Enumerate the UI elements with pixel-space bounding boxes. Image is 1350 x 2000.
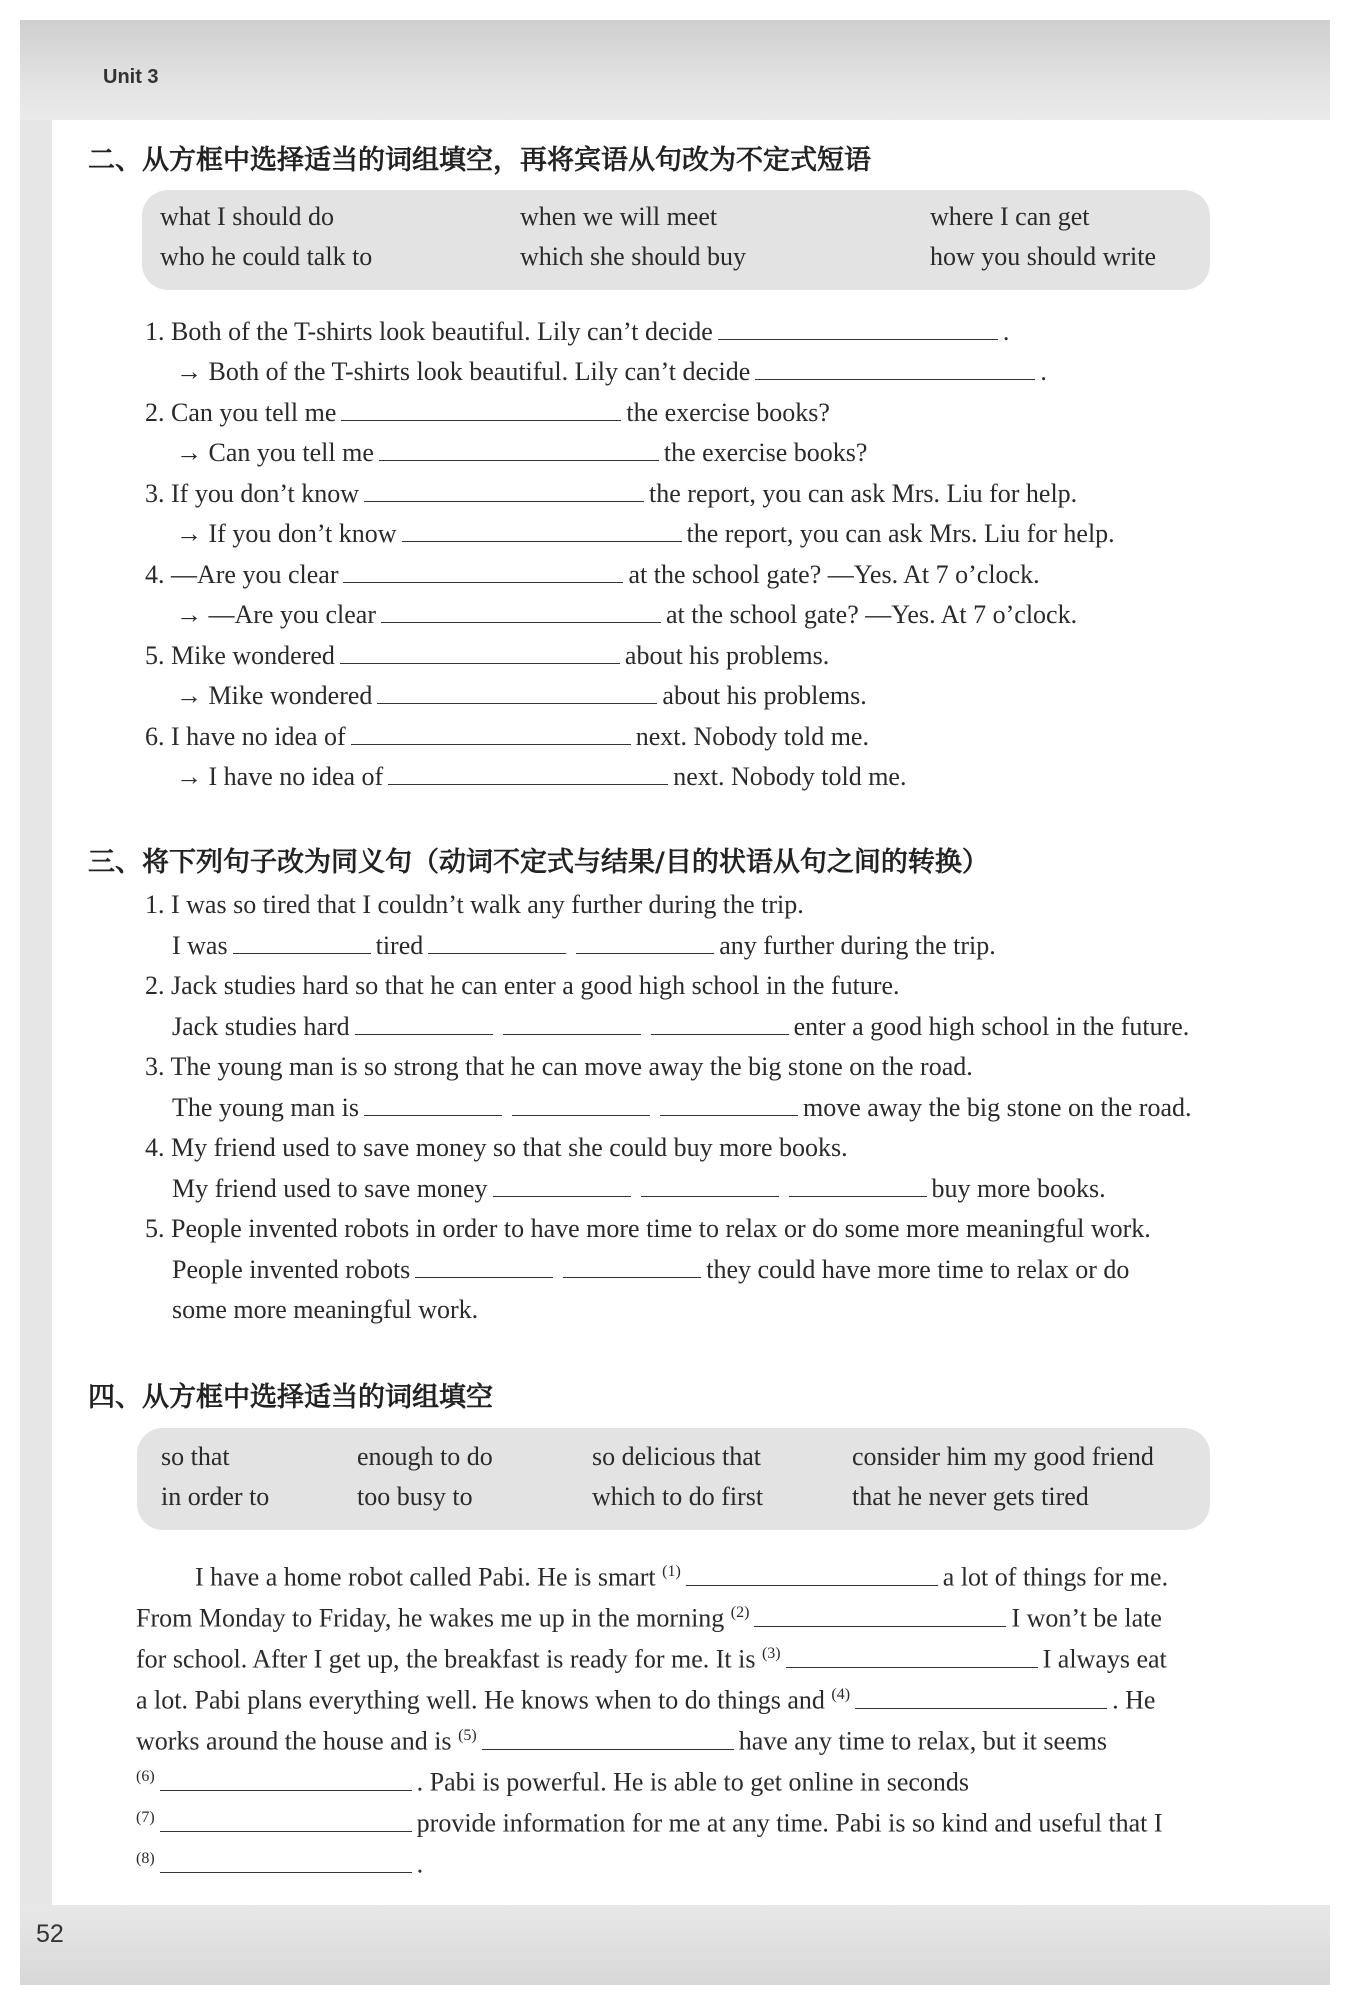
word-option: so delicious that <box>592 1442 761 1471</box>
question-text: the exercise books? <box>626 398 830 427</box>
exercise-line <box>176 598 1077 632</box>
answer-blank[interactable] <box>718 315 998 340</box>
exercise-line <box>176 436 867 470</box>
question-text: next. Nobody told me. <box>635 722 869 751</box>
rewrite-text: → —Are you clear <box>176 600 376 629</box>
question-text: about his problems. <box>624 641 830 670</box>
answer-blank[interactable] <box>343 558 623 583</box>
answer-blank[interactable] <box>379 436 659 461</box>
rewrite-text: about his problems. <box>662 681 867 710</box>
question-text: the report, you can ask Mrs. Liu for help. <box>649 479 1078 508</box>
word-option: where I can get <box>930 202 1090 231</box>
answer-blank[interactable] <box>686 1561 938 1586</box>
rewrite-text: tired <box>375 931 424 960</box>
passage-text: works around the house and is <box>136 1726 452 1756</box>
passage-text: a lot of things for me. <box>942 1562 1169 1592</box>
passage-line <box>195 1555 1169 1592</box>
answer-blank[interactable] <box>364 1091 502 1116</box>
answer-blank[interactable] <box>355 1010 493 1035</box>
rewrite-text: I was <box>172 931 228 960</box>
word-option: which she should buy <box>520 242 747 271</box>
rewrite-text: enter a good high school in the future. <box>793 1012 1190 1041</box>
answer-blank[interactable] <box>381 598 661 623</box>
rewrite-text: the exercise books? <box>663 438 868 467</box>
question-text: 3. If you don’t know <box>145 479 360 508</box>
header-band <box>20 20 1330 120</box>
rewrite-text: move away the big stone on the road. <box>803 1093 1192 1122</box>
rewrite-line <box>172 1010 1189 1044</box>
exercise-line <box>145 477 1077 511</box>
exercise-line <box>145 315 1009 349</box>
word-option: enough to do <box>357 1442 493 1471</box>
question-text: 2. Can you tell me <box>145 398 337 427</box>
page-number: 52 <box>36 1920 64 1948</box>
unit-label: Unit 3 <box>103 66 159 88</box>
answer-blank[interactable] <box>160 1848 412 1873</box>
rewrite-line <box>172 1253 1129 1287</box>
rewrite-line <box>172 1091 1191 1125</box>
answer-blank[interactable] <box>754 1602 1006 1627</box>
question-text: 1. Both of the T-shirts look beautiful. Lily can’t decide <box>145 317 713 346</box>
question-text: 4. —Are you clear <box>145 560 339 589</box>
blank-number: (4) <box>831 1686 851 1703</box>
word-option: consider him my good friend <box>852 1442 1154 1471</box>
answer-blank[interactable] <box>576 929 714 954</box>
passage-text: . Pabi is powerful. He is able to get online in seconds <box>416 1767 970 1797</box>
passage-line <box>136 1596 1162 1633</box>
section4-word-box <box>137 1428 1210 1530</box>
passage-text: have any time to relax, but it seems <box>738 1726 1107 1756</box>
blank-number: (7) <box>136 1809 155 1826</box>
answer-blank[interactable] <box>660 1091 798 1116</box>
passage-text: I have a home robot called Pabi. He is smart <box>195 1562 656 1592</box>
passage-text: provide information for me at any time. Pabi is so kind and useful that I <box>416 1808 1163 1838</box>
answer-blank[interactable] <box>755 355 1035 380</box>
rewrite-text: the report, you can ask Mrs. Liu for help. <box>686 519 1115 548</box>
passage-text: I always eat <box>1042 1644 1167 1674</box>
answer-blank[interactable] <box>641 1172 779 1197</box>
exercise-line <box>145 639 829 673</box>
word-option: how you should write <box>930 242 1157 271</box>
rewrite-text: next. Nobody told me. <box>673 762 907 791</box>
rewrite-text: → If you don’t know <box>176 519 397 548</box>
blank-number: (8) <box>136 1850 155 1867</box>
blank-number: (3) <box>761 1645 781 1662</box>
exercise-line <box>145 558 1040 592</box>
answer-blank[interactable] <box>388 760 668 785</box>
rewrite-text: → I have no idea of <box>176 762 384 791</box>
answer-blank[interactable] <box>651 1010 789 1035</box>
question-text: at the school gate? —Yes. At 7 o’clock. <box>628 560 1040 589</box>
answer-blank[interactable] <box>402 517 682 542</box>
section2-word-box <box>142 190 1210 290</box>
answer-blank[interactable] <box>415 1253 553 1278</box>
answer-blank[interactable] <box>341 396 621 421</box>
original-sentence: 3. The young man is so strong that he can move away the big stone on the road. <box>145 1052 973 1081</box>
rewrite-line <box>172 1172 1106 1206</box>
rewrite-text: . <box>1040 357 1047 386</box>
blank-number: (5) <box>458 1727 477 1744</box>
word-option: that he never gets tired <box>852 1482 1089 1511</box>
passage-line <box>136 1801 1163 1838</box>
answer-blank[interactable] <box>233 929 371 954</box>
passage-text: . <box>416 1849 424 1879</box>
exercise-line <box>176 679 867 713</box>
answer-blank[interactable] <box>789 1172 927 1197</box>
exercise-line <box>176 760 906 794</box>
word-option: in order to <box>161 1482 270 1511</box>
word-option: too busy to <box>357 1482 473 1511</box>
rewrite-text: → Both of the T-shirts look beautiful. Lily can’t decide <box>176 357 751 386</box>
section2-heading: 二、从方框中选择适当的词组填空，再将宾语从句改为不定式短语 <box>88 145 871 176</box>
blank-number: (1) <box>662 1563 681 1580</box>
answer-blank[interactable] <box>351 720 631 745</box>
passage-line <box>136 1760 970 1797</box>
answer-blank[interactable] <box>786 1643 1038 1668</box>
margin-strip <box>20 120 52 1905</box>
question-text: 6. I have no idea of <box>145 722 346 751</box>
exercise-line <box>145 396 830 430</box>
exercise-line <box>145 720 869 754</box>
passage-text: for school. After I get up, the breakfast is ready for me. It is <box>136 1644 756 1674</box>
word-option: which to do first <box>592 1482 764 1511</box>
question-text: . <box>1002 317 1010 346</box>
passage-text: From Monday to Friday, he wakes me up in the morning <box>136 1603 725 1633</box>
rewrite-text: The young man is <box>172 1093 360 1122</box>
answer-blank[interactable] <box>563 1253 701 1278</box>
rewrite-text: buy more books. <box>931 1174 1106 1203</box>
word-option: when we will meet <box>520 202 718 231</box>
rewrite-text: My friend used to save money <box>172 1174 488 1203</box>
passage-line <box>136 1637 1167 1674</box>
original-sentence: 1. I was so tired that I couldn’t walk any further during the trip. <box>145 890 804 919</box>
rewrite-text: they could have more time to relax or do <box>706 1255 1130 1284</box>
exercise-line <box>176 517 1115 551</box>
passage-text: I won’t be late <box>1011 1603 1162 1633</box>
answer-blank[interactable] <box>482 1725 734 1750</box>
section3-heading: 三、将下列句子改为同义句（动词不定式与结果/目的状语从句之间的转换） <box>88 847 989 878</box>
answer-blank[interactable] <box>493 1172 631 1197</box>
word-option: who he could talk to <box>160 242 373 271</box>
question-text: 5. Mike wondered <box>145 641 335 670</box>
original-sentence: 5. People invented robots in order to have more time to relax or do some more meaningful work. <box>145 1214 1151 1243</box>
blank-number: (6) <box>136 1768 155 1785</box>
answer-blank[interactable] <box>364 477 644 502</box>
word-option: what I should do <box>160 202 335 231</box>
answer-blank[interactable] <box>340 639 620 664</box>
rewrite-text: Jack studies hard <box>172 1012 350 1041</box>
rewrite-text: any further during the trip. <box>719 931 996 960</box>
word-option: so that <box>161 1442 230 1471</box>
blank-number: (2) <box>730 1604 750 1621</box>
rewrite-text: → Can you tell me <box>176 438 374 467</box>
answer-blank[interactable] <box>855 1684 1107 1709</box>
answer-blank[interactable] <box>377 679 657 704</box>
rewrite-text: People invented robots <box>172 1255 411 1284</box>
passage-line <box>136 1719 1107 1756</box>
answer-blank[interactable] <box>428 929 566 954</box>
footer-band <box>20 1905 1330 1985</box>
passage-line <box>136 1678 1156 1715</box>
original-sentence: 2. Jack studies hard so that he can enter a good high school in the future. <box>145 971 900 1000</box>
rewrite-line: some more meaningful work. <box>172 1295 479 1324</box>
answer-blank[interactable] <box>512 1091 650 1116</box>
rewrite-text: → Mike wondered <box>176 681 373 710</box>
answer-blank[interactable] <box>160 1766 412 1791</box>
answer-blank[interactable] <box>160 1807 412 1832</box>
exercise-line <box>176 355 1047 389</box>
passage-text: . He <box>1112 1685 1156 1715</box>
passage-text: a lot. Pabi plans everything well. He knows when to do things and <box>136 1685 825 1715</box>
passage-line <box>136 1842 424 1879</box>
rewrite-line <box>172 929 996 963</box>
original-sentence: 4. My friend used to save money so that she could buy more books. <box>145 1133 848 1162</box>
answer-blank[interactable] <box>503 1010 641 1035</box>
section4-heading: 四、从方框中选择适当的词组填空 <box>88 1382 493 1413</box>
rewrite-text: at the school gate? —Yes. At 7 o’clock. <box>665 600 1078 629</box>
